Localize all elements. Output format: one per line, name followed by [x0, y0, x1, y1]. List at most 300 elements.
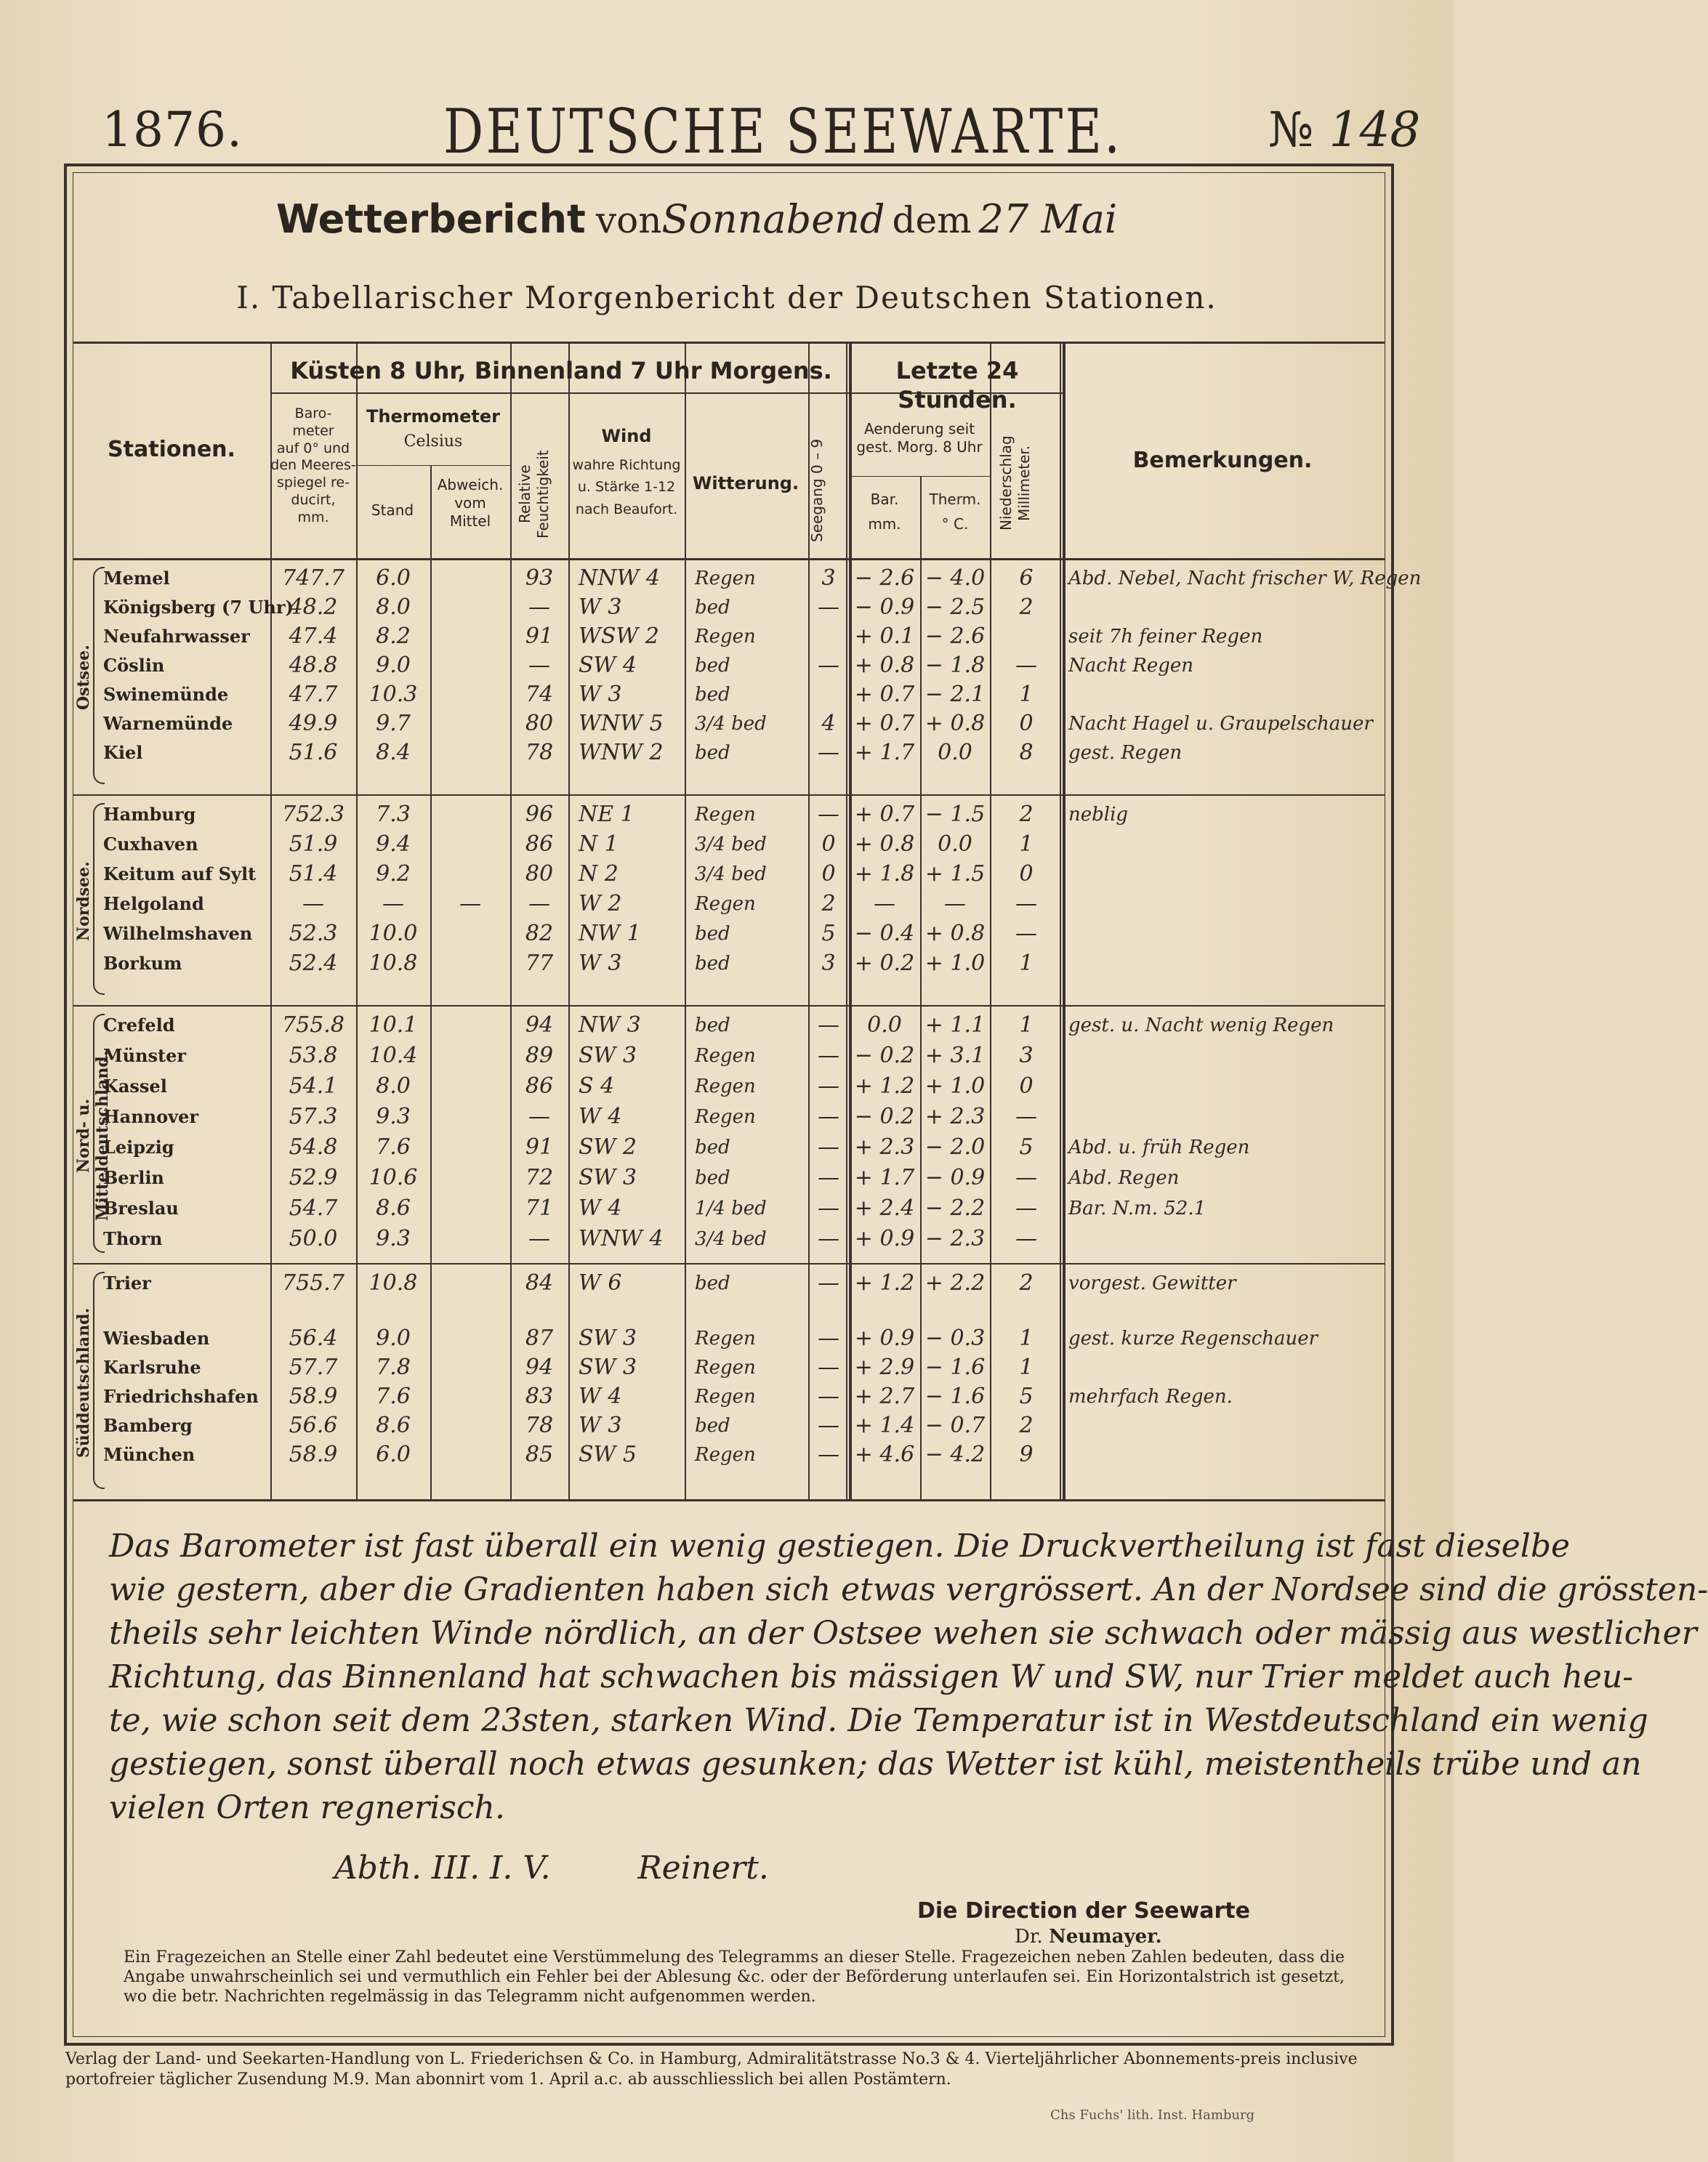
cell-station: Wilhelmshaven: [103, 923, 253, 944]
cell-wind: W 4: [579, 1195, 622, 1221]
cell-bar: 51.9: [289, 831, 338, 857]
cell-temp: 8.6: [376, 1413, 411, 1438]
cell-station: Kassel: [103, 1076, 167, 1097]
cell-bem: gest. Regen: [1068, 742, 1183, 764]
table-row: [0, 1041, 1454, 1070]
region-label: Ostsee.: [74, 645, 93, 711]
cell-bar: 48.8: [289, 653, 338, 678]
cell-feucht: 86: [525, 1073, 554, 1099]
cell-witt: bed: [695, 1015, 730, 1036]
cell-feucht: 85: [525, 1442, 554, 1467]
cell-see: —: [818, 1413, 839, 1438]
cell-dtherm: − 2.1: [925, 682, 986, 707]
table-row: [0, 1225, 1454, 1254]
publisher-note: Verlag der Land- und Seekarten-Handlung von L. Friederichsen & Co. in Hamburg, Admiralitätstrasse No.3 & 4. Vierteljährlicher Abonnements-preis inclusive portofreier täglicher Zusendung M.9. Man abonnirt vom 1. April a.c. ab ausschliesslich bei allen Postämtern.: [65, 2050, 1358, 2089]
grid-line: [73, 1263, 1385, 1264]
cell-bem: gest. kurze Regenschauer: [1068, 1328, 1318, 1350]
cell-abw: [430, 1225, 510, 1254]
cell-nied: —: [1015, 1165, 1037, 1190]
cell-temp: 9.2: [376, 861, 411, 887]
cell-dbar: − 0.9: [854, 594, 915, 620]
cell-bar: 52.9: [289, 1165, 338, 1190]
cell-abw: [430, 622, 510, 651]
cell-witt: Regen: [695, 1357, 756, 1379]
cell-wind: S 4: [579, 1073, 615, 1099]
cell-temp: 9.0: [376, 1326, 411, 1351]
cell-station: Crefeld: [103, 1015, 175, 1036]
cell-nied: —: [1015, 891, 1037, 916]
cell-wind: SW 3: [579, 1355, 637, 1380]
cell-dbar: + 0.8: [854, 653, 915, 678]
cell-see: 3: [821, 951, 836, 976]
cell-nied: 8: [1019, 740, 1034, 765]
cell-bar: 51.6: [289, 740, 338, 765]
cell-nied: 5: [1019, 1384, 1034, 1409]
cell-witt: 3/4 bed: [695, 713, 767, 735]
cell-see: —: [818, 1043, 839, 1068]
issue-number: 148: [1329, 102, 1421, 158]
cell-temp: 8.2: [376, 624, 411, 649]
cell-temp: 7.8: [376, 1355, 411, 1380]
cell-station: Cuxhaven: [103, 834, 198, 855]
cell-dbar: + 1.7: [854, 740, 915, 765]
cell-nied: 1: [1019, 831, 1034, 857]
header-thermometer: Thermometer: [366, 406, 500, 427]
cell-bem: Abd. u. früh Regen: [1068, 1137, 1250, 1158]
cell-bar: 50.0: [289, 1226, 338, 1251]
cell-dbar: + 1.2: [854, 1270, 915, 1296]
header-wind: Wind: [601, 426, 652, 446]
cell-abw: [430, 1440, 510, 1469]
cell-wind: W 3: [579, 1413, 622, 1438]
cell-see: 3: [821, 565, 836, 591]
table-row: [0, 738, 1454, 767]
cell-feucht: 74: [525, 682, 554, 707]
cell-dtherm: − 0.3: [925, 1326, 986, 1351]
cell-dbar: + 0.9: [854, 1326, 915, 1351]
cell-feucht: 80: [525, 711, 554, 736]
cell-bar: 56.4: [289, 1326, 338, 1351]
cell-abw: [430, 800, 510, 829]
cell-dtherm: − 2.5: [925, 594, 986, 620]
table-row: [0, 890, 1454, 919]
cell-station: Bamberg: [103, 1415, 193, 1436]
cell-see: 0: [821, 861, 836, 887]
director-name: Neumayer.: [1048, 1926, 1162, 1948]
cell-dtherm: − 0.9: [925, 1165, 986, 1190]
cell-witt: bed: [695, 953, 730, 975]
cell-temp: 10.0: [368, 921, 418, 946]
cell-witt: bed: [695, 655, 730, 677]
cell-dbar: + 2.7: [854, 1384, 915, 1409]
cell-temp: 6.0: [376, 565, 411, 591]
cell-temp: 7.6: [376, 1384, 411, 1409]
cell-abw: [430, 1353, 510, 1382]
cell-bem: seit 7h feiner Regen: [1068, 626, 1263, 648]
number-prefix: №: [1268, 102, 1314, 158]
cell-bem: gest. u. Nacht wenig Regen: [1068, 1015, 1334, 1036]
grid-line: [73, 1499, 1385, 1501]
cell-nied: 1: [1019, 1012, 1034, 1038]
cell-dtherm: + 1.0: [925, 1073, 986, 1099]
cell-feucht: —: [528, 891, 550, 916]
cell-nied: —: [1015, 1226, 1037, 1251]
cell-abw: [430, 709, 510, 738]
cell-temp: 7.6: [376, 1134, 411, 1160]
cell-feucht: —: [528, 594, 550, 620]
header-24h: Letzte 24 Stunden.: [895, 357, 1019, 414]
cell-nied: 2: [1019, 1270, 1034, 1296]
cell-bar: 47.4: [289, 624, 338, 649]
cell-witt: Regen: [695, 1328, 756, 1350]
cell-feucht: 82: [525, 921, 554, 946]
grid-line: [73, 794, 1385, 796]
cell-station: Helgoland: [103, 893, 204, 914]
table-row: [0, 1269, 1454, 1298]
cell-feucht: 94: [525, 1355, 554, 1380]
cell-nied: 1: [1019, 1355, 1034, 1380]
cell-dbar: + 1.7: [854, 1165, 915, 1190]
cell-wind: NE 1: [579, 802, 635, 827]
cell-dbar: + 2.3: [854, 1134, 915, 1160]
cell-bem: [1063, 1041, 1388, 1070]
cell-feucht: 80: [525, 861, 554, 887]
cell-see: [808, 680, 849, 709]
cell-temp: 9.7: [376, 711, 411, 736]
cell-see: —: [818, 1104, 839, 1129]
cell-dtherm: —: [944, 891, 966, 916]
cell-witt: Regen: [695, 1045, 756, 1067]
cell-feucht: 96: [525, 802, 554, 827]
cell-station: Swinemünde: [103, 684, 229, 705]
cell-wind: N 2: [579, 861, 619, 887]
cell-see: —: [818, 1442, 839, 1467]
cell-nied: [990, 622, 1063, 651]
cell-bar: 51.4: [289, 861, 338, 887]
cell-see: —: [818, 1226, 839, 1251]
cell-bar: 56.6: [289, 1413, 338, 1438]
cell-nied: 2: [1019, 1413, 1034, 1438]
subtitle: I. Tabellarischer Morgenbericht der Deutschen Stationen.: [236, 280, 1217, 315]
cell-bem: vorgest. Gewitter: [1068, 1272, 1236, 1294]
cell-witt: Regen: [695, 1444, 756, 1466]
cell-bar: 54.8: [289, 1134, 338, 1160]
cell-witt: 3/4 bed: [695, 863, 767, 885]
header-feuchtigkeit: Relative Feuchtigkeit: [516, 450, 552, 539]
header-seegang: Seegang 0 – 9: [808, 438, 826, 543]
cell-wind: SW 2: [579, 1134, 637, 1160]
cell-nied: 1: [1019, 1326, 1034, 1351]
cell-nied: —: [1015, 1195, 1037, 1221]
cell-witt: 3/4 bed: [695, 834, 767, 855]
cell-witt: Regen: [695, 1076, 756, 1097]
cell-wind: WNW 5: [579, 711, 664, 736]
cell-feucht: 87: [525, 1326, 554, 1351]
cell-station: Berlin: [103, 1167, 164, 1188]
cell-nied: 0: [1019, 861, 1034, 887]
cell-bem: Nacht Hagel u. Graupelschauer: [1068, 713, 1373, 735]
cell-dbar: + 4.6: [854, 1442, 915, 1467]
cell-feucht: 84: [525, 1270, 554, 1296]
summary-line: Richtung, das Binnenland hat schwachen bis mässigen W und SW, nur Trier meldet auch heu-: [109, 1658, 1634, 1695]
cell-witt: bed: [695, 684, 730, 706]
cell-temp: 8.0: [376, 1073, 411, 1099]
cell-station: Thorn: [103, 1228, 163, 1249]
cell-feucht: 93: [525, 565, 554, 591]
cell-witt: 3/4 bed: [695, 1228, 767, 1250]
cell-witt: Regen: [695, 1106, 756, 1128]
cell-dbar: + 0.7: [854, 682, 915, 707]
cell-bar: 57.3: [289, 1104, 338, 1129]
header-bemerkungen: Bemerkungen.: [1132, 448, 1313, 473]
cell-abw: [430, 1133, 510, 1162]
cell-wind: W 3: [579, 594, 622, 620]
cell-station: Leipzig: [103, 1137, 174, 1158]
cell-nied: —: [1015, 921, 1037, 946]
summary-line: wie gestern, aber die Gradienten haben sich etwas vergrössert. An der Nordsee sind die grössten-: [109, 1571, 1708, 1608]
cell-feucht: 77: [525, 951, 554, 976]
cell-dtherm: − 2.3: [925, 1226, 986, 1251]
cell-bem: mehrfach Regen.: [1068, 1386, 1233, 1408]
cell-see: —: [818, 1326, 839, 1351]
cell-bem: [1063, 1411, 1388, 1440]
cell-bem: [1063, 1440, 1388, 1469]
table-row: [0, 564, 1454, 593]
cell-bem: [1063, 1102, 1388, 1132]
cell-station: Warnemünde: [103, 713, 233, 734]
cell-see: —: [818, 1270, 839, 1296]
cell-nied: 3: [1019, 1043, 1034, 1068]
cell-temp: 10.6: [368, 1165, 418, 1190]
table-row: [0, 1072, 1454, 1101]
cell-abw: [430, 1324, 510, 1353]
cell-dbar: + 1.8: [854, 861, 915, 887]
table-row: [0, 593, 1454, 622]
cell-wind: W 2: [579, 891, 622, 916]
cell-witt: Regen: [695, 804, 756, 826]
summary-text: [109, 1525, 1708, 1830]
cell-see: —: [818, 740, 839, 765]
cell-abw: [430, 949, 510, 978]
cell-abw: [430, 1163, 510, 1193]
cell-see: —: [818, 1012, 839, 1038]
cell-dbar: − 2.6: [854, 565, 915, 591]
cell-see: —: [818, 594, 839, 620]
cell-temp: 10.8: [368, 951, 418, 976]
cell-dbar: + 1.4: [854, 1413, 915, 1438]
title-von: von: [595, 199, 662, 241]
cell-bar: 58.9: [289, 1442, 338, 1467]
cell-station: Memel: [103, 568, 170, 589]
cell-temp: 9.4: [376, 831, 411, 857]
cell-wind: SW 4: [579, 653, 637, 678]
cell-dbar: − 0.2: [854, 1104, 915, 1129]
cell-feucht: 78: [525, 1413, 554, 1438]
signature-dept: Abth. III. I. V.: [334, 1850, 551, 1887]
cell-wind: WNW 2: [579, 740, 664, 765]
cell-nied: 5: [1019, 1134, 1034, 1160]
title-main: Wetterbericht: [276, 196, 586, 242]
cell-bem: [1063, 919, 1388, 948]
cell-bem: [1063, 1072, 1388, 1101]
cell-bar: 755.8: [282, 1012, 345, 1038]
title-date: 27 Mai: [978, 196, 1118, 242]
cell-temp: 8.4: [376, 740, 411, 765]
cell-bem: [1063, 680, 1388, 709]
cell-feucht: 94: [525, 1012, 554, 1038]
cell-wind: WNW 4: [579, 1226, 664, 1251]
cell-bar: 48.2: [289, 594, 338, 620]
summary-line: vielen Orten regnerisch.: [109, 1789, 505, 1826]
header-aenderung: Aenderung seit gest. Morg. 8 Uhr: [856, 420, 983, 456]
cell-see: 5: [821, 921, 836, 946]
cell-bar: 49.9: [289, 711, 338, 736]
cell-wind: SW 5: [579, 1442, 637, 1467]
cell-abw: [430, 1041, 510, 1070]
table-row: [0, 1440, 1454, 1469]
cell-wind: SW 3: [579, 1043, 637, 1068]
cell-see: —: [818, 1165, 839, 1190]
title-day: Sonnabend: [661, 196, 885, 242]
table-row: [0, 1353, 1454, 1382]
table-row: [0, 860, 1454, 889]
cell-abw: [430, 860, 510, 889]
cell-temp: 10.8: [368, 1270, 418, 1296]
cell-abw: [430, 1102, 510, 1132]
summary-line: gestiegen, sonst überall noch etwas gesunken; das Wetter ist kühl, meistentheils trübe und an: [109, 1746, 1642, 1783]
cell-witt: Regen: [695, 893, 756, 915]
title-dem: dem: [892, 199, 972, 241]
table-row: [0, 800, 1454, 829]
cell-temp: —: [382, 891, 404, 916]
cell-temp: 10.3: [368, 682, 418, 707]
cell-witt: bed: [695, 1137, 730, 1158]
table-row: [0, 1133, 1454, 1162]
cell-feucht: 91: [525, 624, 554, 649]
footnote: Ein Fragezeichen an Stelle einer Zahl bedeutet eine Verstümmelung des Telegramms an dieser Stelle. Fragezeichen neben Zahlen bedeuten, dass die Angabe unwahrscheinlich sei und vermuthlich ein Fehler bei der Ablesung &c. oder der Beförderung unterlaufen sei. Ein Horizontalstrich ist gesetzt, wo die betr. Nachrichten regelmässig in das Telegramm nicht aufgenommen werden.: [124, 1948, 1345, 2006]
cell-bar: 52.4: [289, 951, 338, 976]
cell-dbar: + 0.7: [854, 802, 915, 827]
cell-witt: Regen: [695, 1386, 756, 1408]
header-witterung: Witterung.: [692, 473, 799, 493]
cell-dtherm: + 0.8: [925, 921, 986, 946]
cell-dtherm: + 2.3: [925, 1104, 986, 1129]
cell-abw: [430, 651, 510, 680]
grid-line: [73, 558, 1385, 560]
cell-witt: bed: [695, 1415, 730, 1437]
cell-dtherm: − 1.8: [925, 653, 986, 678]
summary-line: Das Barometer ist fast überall ein wenig gestiegen. Die Druckvertheilung ist fast dieselbe: [109, 1528, 1571, 1565]
cell-see: 0: [821, 831, 836, 857]
cell-dtherm: + 3.1: [925, 1043, 986, 1068]
cell-dtherm: − 2.0: [925, 1134, 986, 1160]
cell-see: —: [818, 1195, 839, 1221]
cell-dbar: − 0.4: [854, 921, 915, 946]
table-row: [0, 622, 1454, 651]
cell-dtherm: + 1.5: [925, 861, 986, 887]
cell-bar: —: [302, 891, 324, 916]
cell-abw: [430, 830, 510, 859]
signature: [334, 1850, 769, 1887]
cell-dbar: + 0.7: [854, 711, 915, 736]
cell-feucht: 72: [525, 1165, 554, 1190]
table-row: [0, 949, 1454, 978]
table-row: [0, 1011, 1454, 1040]
cell-nied: 1: [1019, 682, 1034, 707]
cell-abw: [430, 738, 510, 767]
header-stationen: Stationen.: [108, 437, 235, 462]
report-title: [276, 196, 1117, 242]
cell-nied: —: [1015, 1104, 1037, 1129]
cell-abw: [430, 1382, 510, 1411]
cell-see: —: [818, 1384, 839, 1409]
cell-dbar: + 0.8: [854, 831, 915, 857]
table-row: [0, 1382, 1454, 1411]
cell-bem: Nacht Regen: [1068, 655, 1194, 677]
header-abweich: Abweich. vom Mittel: [437, 476, 504, 530]
summary-line: theils sehr leichten Winde nördlich, an der Ostsee wehen sie schwach oder mässig aus westlicher: [109, 1615, 1697, 1652]
cell-wind: NW 3: [579, 1012, 641, 1038]
cell-dbar: + 1.2: [854, 1073, 915, 1099]
cell-temp: 8.0: [376, 594, 411, 620]
cell-dtherm: + 2.2: [925, 1270, 986, 1296]
cell-dbar: 0.0: [867, 1012, 902, 1038]
cell-dtherm: − 1.5: [925, 802, 986, 827]
table-row: [0, 680, 1454, 709]
cell-witt: Regen: [695, 626, 756, 648]
cell-nied: 2: [1019, 594, 1034, 620]
cell-nied: 2: [1019, 802, 1034, 827]
header-stand: Stand: [371, 501, 414, 519]
cell-bem: [1063, 949, 1388, 978]
cell-wind: W 3: [579, 682, 622, 707]
cell-nied: —: [1015, 653, 1037, 678]
header-niederschlag: Niederschlag Millimeter.: [997, 435, 1033, 531]
cell-station: Hamburg: [103, 804, 196, 825]
cell-witt: Regen: [695, 568, 756, 589]
summary-line: te, wie schon seit dem 23sten, starken Wind. Die Temperatur ist in Westdeutschland ein wenig: [109, 1702, 1648, 1739]
table-row: [0, 1102, 1454, 1132]
cell-see: [808, 622, 849, 651]
cell-temp: 9.3: [376, 1226, 411, 1251]
cell-bar: 755.7: [282, 1270, 345, 1296]
cell-abw: [430, 1269, 510, 1298]
cell-nied: 6: [1019, 565, 1034, 591]
cell-dtherm: + 1.0: [925, 951, 986, 976]
cell-abw: [430, 564, 510, 593]
cell-dbar: —: [874, 891, 895, 916]
cell-bar: 54.7: [289, 1195, 338, 1221]
cell-feucht: 91: [525, 1134, 554, 1160]
cell-abw: [430, 919, 510, 948]
cell-dtherm: 0.0: [938, 740, 972, 765]
cell-nied: 9: [1019, 1442, 1034, 1467]
cell-dtherm: − 4.2: [925, 1442, 986, 1467]
cell-station: Münster: [103, 1045, 186, 1066]
cell-abw: [430, 593, 510, 622]
cell-abw: —: [459, 891, 481, 916]
region-label: Nord- u. Mitteldeutschland.: [74, 1050, 112, 1221]
cell-bem: [1063, 1225, 1388, 1254]
cell-bem: Abd. Nebel, Nacht frischer W, Regen: [1068, 568, 1422, 589]
cell-dtherm: − 4.0: [925, 565, 986, 591]
cell-feucht: —: [528, 1104, 550, 1129]
cell-station: Cöslin: [103, 655, 165, 676]
cell-wind: SW 3: [579, 1165, 637, 1190]
cell-station: Keitum auf Sylt: [103, 863, 257, 884]
cell-nied: 0: [1019, 711, 1034, 736]
cell-station: Königsberg (7 Uhr): [103, 597, 294, 618]
